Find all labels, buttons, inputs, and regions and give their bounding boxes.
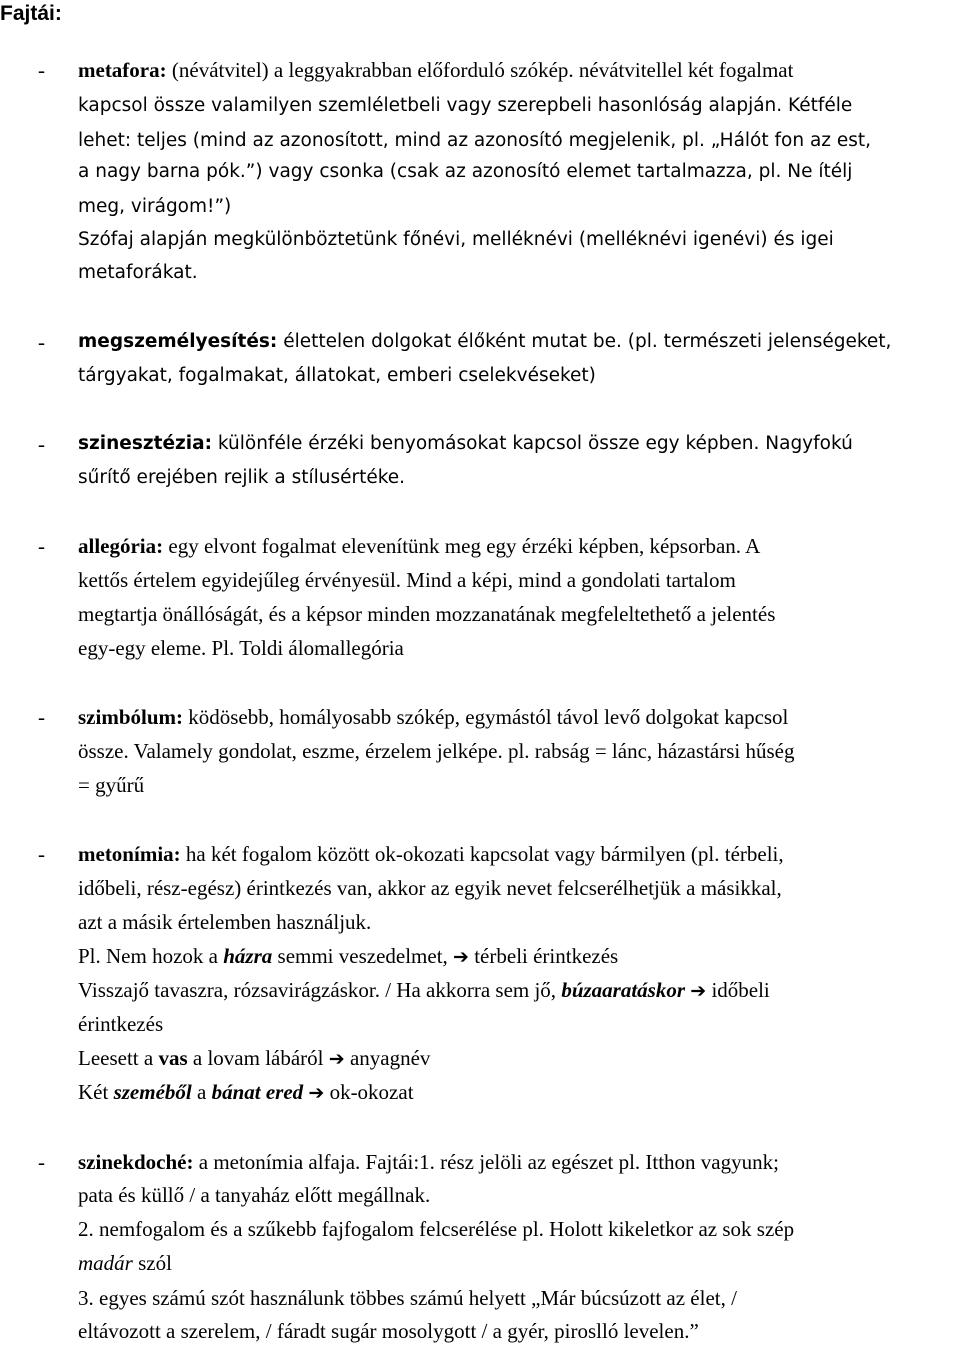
szinekdoche-line-1 (78, 1150, 779, 1174)
allegoria-text: egy elvont fogalmat elevenítünk meg egy érzéki képben, képsorban. A (163, 534, 761, 558)
metonimia-line-2: időbeli, rész-egész) érintkezés van, akkor az egyik nevet felcserélhetjük a másikkal, (78, 876, 782, 900)
allegoria-line-4: egy-egy eleme. Pl. Toldi álomallegória (78, 636, 404, 660)
metonimia-example-1: Pl. Nem hozok a házra semmi veszedelmet, ➔ térbeli érintkezés (78, 944, 619, 968)
megszemelyesites-term: megszemélyesítés: (78, 331, 278, 352)
metafora-line-5: meg, virágom!”) (78, 196, 232, 217)
szinekdoche-term: szinekdoché: (78, 1150, 194, 1174)
metafora-line-2: kapcsol össze valamilyen szemléletbeli vagy szerepbeli hasonlóság alapján. Kétféle (78, 95, 853, 116)
metonimia-line-3: azt a másik értelemben használjuk. (78, 910, 372, 934)
allegoria-term: allegória: (78, 534, 164, 558)
szimbolum-line-1 (78, 705, 788, 729)
metonimia-example-2: Visszajő tavaszra, rózsavirágzáskor. / Ha akkorra sem jő, búzaaratáskor ➔ időbeli (78, 978, 770, 1002)
list-dash: - (38, 705, 45, 729)
metonimia-text: ha két fogalom között ok-okozati kapcsolat vagy bármilyen (pl. térbeli, (180, 842, 784, 866)
szinekdoche-line-3: 2. nemfogalom és a szűkebb fajfogalom felcserélése pl. Holott kikeletkor az sok szép (78, 1217, 795, 1241)
arrow-right-icon: ➔ (308, 1082, 325, 1104)
metafora-line-7: metaforákat. (78, 262, 198, 283)
list-dash: - (38, 58, 45, 82)
szimbolum-line-2: össze. Valamely gondolat, eszme, érzelem jelképe. pl. rabság = lánc, házastársi hűség (78, 739, 795, 763)
megszemelyesites-text: élettelen dolgokat élőként mutat be. (pl. természeti jelenségeket, (277, 331, 892, 352)
allegoria-line-1 (78, 534, 760, 558)
metafora-line-4: a nagy barna pók.”) vagy csonka (csak az azonosító elemet tartalmazza, pl. Ne ítélj (78, 161, 853, 182)
metonimia-example-2-cont: érintkezés (78, 1012, 164, 1036)
metafora-term: metafora: (78, 58, 167, 82)
szinesztezia-text: különféle érzéki benyomásokat kapcsol össze egy képben. Nagyfokú (212, 433, 853, 454)
metonimia-example-3: Leesett a vas a lovam lábáról ➔ anyagnév (78, 1046, 431, 1070)
megszemelyesites-line-2: tárgyakat, fogalmakat, állatokat, emberi cselekvéseket) (78, 365, 596, 386)
metafora-text: (névátvitel) a leggyakrabban előforduló szókép. névátvitellel két fogalmat (166, 58, 794, 82)
list-dash: - (38, 534, 45, 558)
metafora-line-6: Szófaj alapján megkülönböztetünk főnévi, melléknévi (melléknévi igenévi) és igei (78, 229, 834, 250)
szinekdoche-line-5: 3. egyes számú szót használunk többes számú helyett „Már búcsúzott az élet, / (78, 1286, 737, 1310)
metafora-line-1 (78, 58, 793, 82)
arrow-right-icon: ➔ (328, 1048, 345, 1070)
szinekdoche-text: a metonímia alfaja. Fajtái:1. rész jelöli az egészet pl. Itthon vagyunk; (193, 1150, 779, 1174)
arrow-right-icon: ➔ (453, 946, 469, 968)
list-dash: - (38, 1150, 45, 1174)
szinekdoche-line-2: pata és küllő / a tanyaház előtt megállnak. (78, 1183, 431, 1207)
szimbolum-text: ködösebb, homályosabb szókép, egymástól távol levő dolgokat kapcsol (183, 705, 789, 729)
allegoria-line-2: kettős értelem egyidejűleg érvényesül. Mind a képi, mind a gondolati tartalom (78, 568, 736, 592)
page-title: Fajtái: (0, 2, 62, 25)
szinekdoche-line-4: madár szól (78, 1251, 172, 1275)
szinekdoche-line-6: eltávozott a szerelem, / fáradt sugár mosolygott / a gyér, piroslló levelen.” (78, 1319, 699, 1343)
list-dash: - (38, 842, 45, 866)
list-dash: - (38, 432, 45, 456)
szimbolum-term: szimbólum: (78, 705, 183, 729)
metafora-line-3: lehet: teljes (mind az azonosított, mind az azonosító megjelenik, pl. „Hálót fon az est, (78, 130, 872, 151)
arrow-right-icon: ➔ (690, 980, 707, 1002)
szimbolum-line-3: = gyűrű (78, 773, 145, 797)
megszemelyesites-line-1 (78, 330, 891, 354)
szinesztezia-line-2: sűrítő erejében rejlik a stílusértéke. (78, 467, 406, 488)
allegoria-line-3: megtartja önállóságát, és a képsor minden mozzanatának megfeleltethető a jelentés (78, 602, 776, 626)
metonimia-term: metonímia: (78, 842, 181, 866)
metonimia-line-1 (78, 842, 784, 866)
list-dash: - (38, 330, 45, 354)
metonimia-example-4: Két szeméből a bánat ered ➔ ok-okozat (78, 1080, 414, 1104)
szinesztezia-line-1 (78, 432, 853, 456)
szinesztezia-term: szinesztézia: (78, 433, 212, 454)
